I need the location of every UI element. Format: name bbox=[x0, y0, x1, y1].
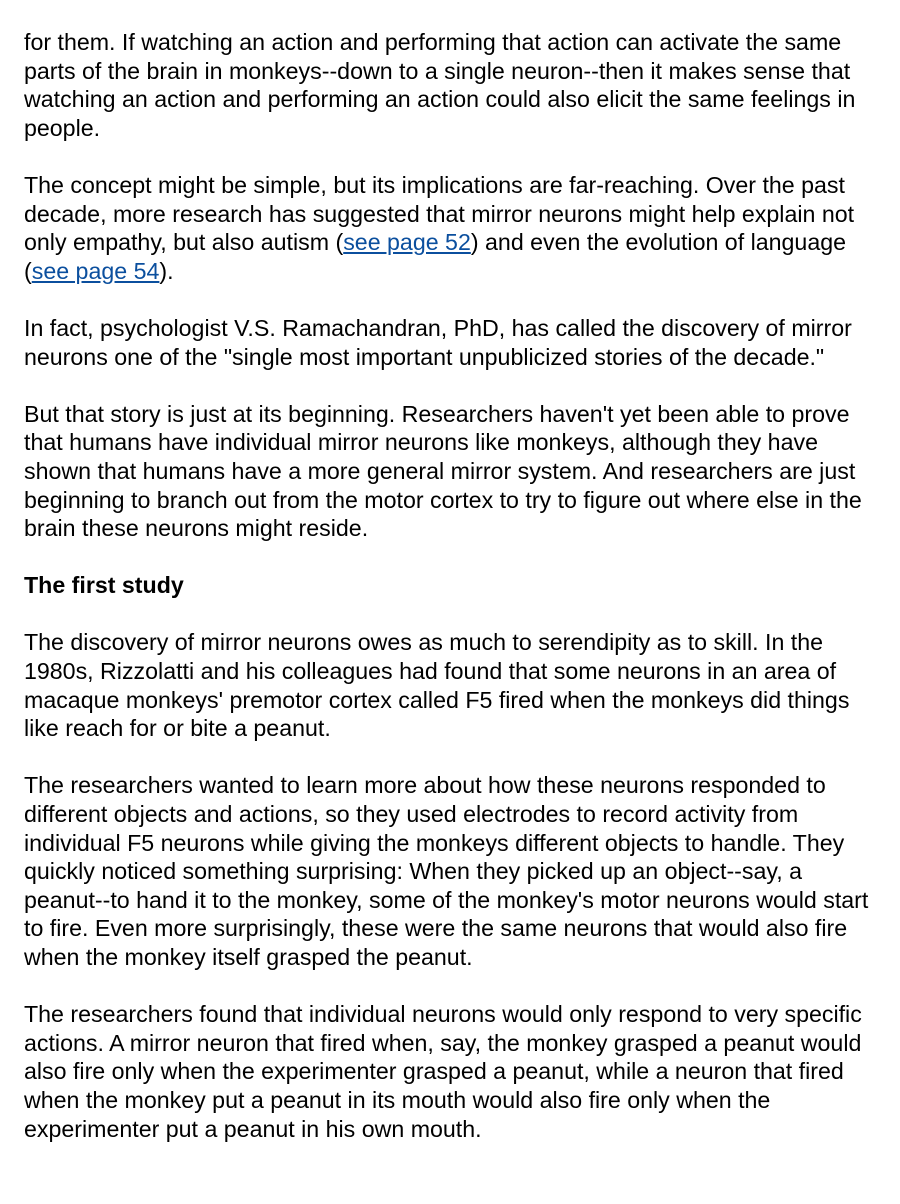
paragraph-specific-actions: The researchers found that individual neurons would only respond to very specific actions. A mirror neuron that fired when, say, the monkey grasped a peanut would also fire only when the experimenter grasped a peanut, while a neuron that fired when the monkey put a peanut in its mouth would also fire only when the experimenter put a peanut in his own mouth. bbox=[24, 1001, 862, 1142]
section-heading-first-study: The first study bbox=[24, 572, 184, 599]
article-body bbox=[24, 28, 884, 1172]
paragraph-electrode-experiment: The researchers wanted to learn more about how these neurons responded to different objects and actions, so they used electrodes to record activity from individual F5 neurons while giving the monkeys different objects to handle. They quickly noticed something surprising: When they picked up an object--say, a peanut--to hand it to the monkey, some of the monkey's motor neurons would start to fire. Even more surprisingly, these were the same neurons that would also fire when the monkey itself grasped the peanut. bbox=[24, 772, 869, 970]
paragraph-implications-text-3: ). bbox=[159, 257, 174, 284]
paragraph-discovery-serendipity: The discovery of mirror neurons owes as much to serendipity as to skill. In the 1980s, Rizzolatti and his colleagues had found that some neurons in an area of macaque monkeys' premotor cortex called F5 fired when the monkeys did things like reach for or bite a peanut. bbox=[24, 629, 850, 742]
paragraph-implications bbox=[24, 171, 884, 285]
paragraph-implications-text-1: The concept might be simple, but its implications are far-reaching. Over the past decade, more research has suggested that mirror neurons might help explain not only empathy, but also autism ( bbox=[24, 171, 855, 256]
link-see-page-54[interactable]: see page 54 bbox=[31, 257, 160, 284]
paragraph-implications-text-2: ) and even the evolution of language ( bbox=[24, 229, 847, 284]
link-see-page-52[interactable]: see page 52 bbox=[343, 229, 471, 256]
paragraph-mirror-neurons-intro: for them. If watching an action and performing that action can activate the same parts of the brain in monkeys--down to a single neuron--then it makes sense that watching an action and performing an action could also elicit the same feelings in people. bbox=[24, 29, 856, 141]
paragraph-story-beginning: But that story is just at its beginning. Researchers haven't yet been able to prove that humans have individual mirror neurons like monkeys, although they have shown that humans have a more general mirror system. And researchers are just beginning to branch out from the motor cortex to try to figure out where else in the brain these neurons might reside. bbox=[24, 400, 862, 542]
paragraph-ramachandran-quote: In fact, psychologist V.S. Ramachandran, PhD, has called the discovery of mirror neurons one of the "single most important unpublicized stories of the decade." bbox=[24, 314, 852, 370]
